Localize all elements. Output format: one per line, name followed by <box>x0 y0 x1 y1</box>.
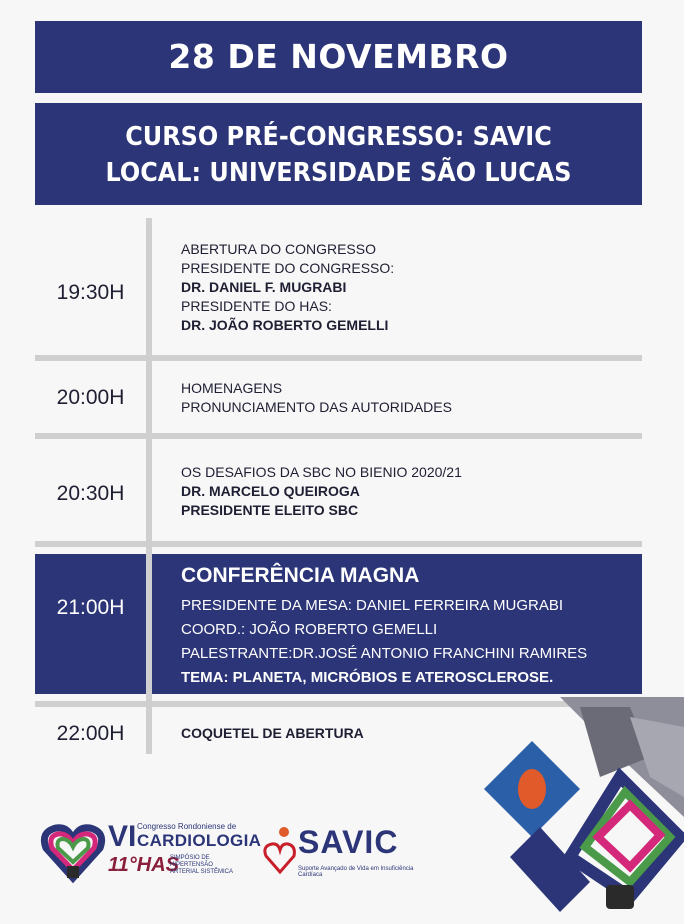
conference-title: CONFERÊNCIA MAGNA <box>181 564 420 587</box>
has-subtitle-line: SIMPÓSIO DE <box>170 855 210 861</box>
schedule-description <box>181 379 452 417</box>
description-line: DR. DANIEL F. MUGRABI <box>181 279 347 295</box>
heart-icon <box>518 769 546 809</box>
description-line: PALESTRANTE:DR.JOSÉ ANTONIO FRANCHINI RAMIRES <box>181 645 588 662</box>
has-edition: 11°HAS <box>108 854 179 876</box>
congress-heart-icon <box>40 818 106 884</box>
congress-edition: VI <box>108 820 137 853</box>
schedule-time: 21:00H <box>56 596 125 619</box>
course-banner <box>35 103 642 205</box>
description-line: COQUETEL DE ABERTURA <box>181 725 364 741</box>
date-title: 28 DE NOVEMBRO <box>168 37 509 76</box>
description-line: ABERTURA DO CONGRESSO <box>181 241 377 257</box>
congress-name: Congresso Rondoniense de <box>137 822 237 831</box>
description-line: PRESIDENTE ELEITO SBC <box>181 502 359 518</box>
course-location: LOCAL: UNIVERSIDADE SÃO LUCAS <box>105 158 572 188</box>
description-line: TEMA: PLANETA, MICRÓBIOS E ATEROSCLEROSE. <box>181 669 554 686</box>
has-subtitle <box>170 855 233 876</box>
row-separator <box>35 355 642 361</box>
schedule-description <box>181 463 462 520</box>
schedule-description <box>181 724 364 743</box>
description-line: PRESIDENTE DO HAS: <box>181 298 332 314</box>
schedule-time: 19:30H <box>56 281 125 304</box>
row-separator <box>35 541 642 547</box>
timeline-divider <box>146 218 152 754</box>
train-icon <box>606 885 634 909</box>
description-line: DR. MARCELO QUEIROGA <box>181 483 360 499</box>
savic-name: SAVIC <box>298 824 399 860</box>
schedule-time: 22:00H <box>56 722 125 745</box>
congress-cardiologia: CARDIOLOGIA <box>137 831 262 850</box>
schedule-time: 20:00H <box>56 386 125 409</box>
description-line: DR. JOÃO ROBERTO GEMELLI <box>181 317 389 333</box>
description-line: COORD.: JOÃO ROBERTO GEMELLI <box>181 621 438 638</box>
savic-logo <box>262 820 432 886</box>
savic-subtitle: Suporte Avançado de Vida em Insuficiência Cardíaca <box>298 866 414 878</box>
schedule-time: 20:30H <box>56 482 125 505</box>
description-line: OS DESAFIOS DA SBC NO BIENIO 2020/21 <box>181 464 462 480</box>
description-line: PRESIDENTE DO CONGRESSO: <box>181 260 395 276</box>
has-subtitle-line: ARTERIAL SISTÊMICA <box>170 869 234 875</box>
schedule-description <box>181 240 394 335</box>
conference-description <box>181 562 587 690</box>
congress-logo <box>40 818 262 888</box>
has-subtitle-line: HIPERTENSÃO <box>170 862 213 868</box>
decorative-collage <box>480 697 684 924</box>
date-banner <box>35 21 642 93</box>
row-separator <box>35 433 642 439</box>
savic-heart-icon <box>262 826 298 876</box>
description-line: HOMENAGENS <box>181 380 283 396</box>
course-title: CURSO PRÉ-CONGRESSO: SAVIC <box>125 122 552 152</box>
description-line: PRONUNCIAMENTO DAS AUTORIDADES <box>181 399 452 415</box>
description-line: PRESIDENTE DA MESA: DANIEL FERREIRA MUGRABI <box>181 597 564 614</box>
